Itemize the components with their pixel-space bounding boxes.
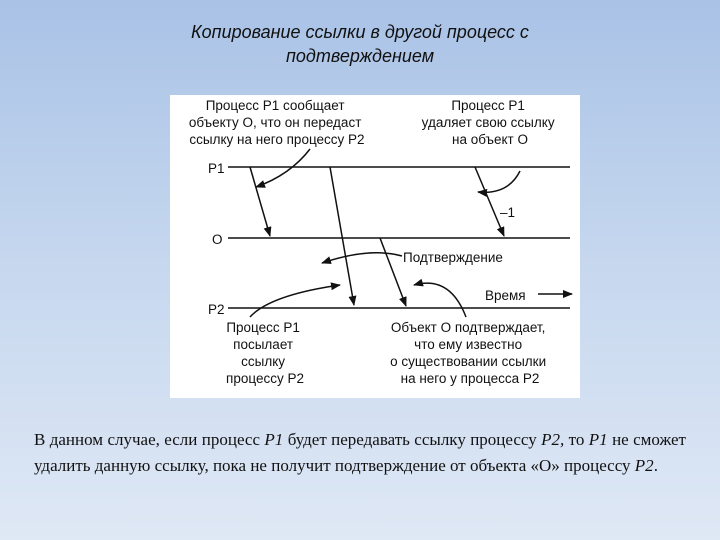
note-p1-sends: Процесс P1 посылает ссылку процессу P2 xyxy=(226,320,304,386)
reference-copy-diagram xyxy=(170,95,580,398)
body-paragraph: В данном случае, если процесс P1 будет передавать ссылку процессу P2, то P1 не сможет удалить данную ссылку, пока не получит подтверждение от объекта «О» процессу P2. xyxy=(34,430,686,475)
timeline-label-p1: P1 xyxy=(208,161,225,176)
message-p1-to-p2 xyxy=(330,167,354,305)
pointer-arrow-informs xyxy=(256,149,310,187)
note-p1-informs: Процесс P1 сообщает объекту O, что он передаст ссылку на него процессу P2 xyxy=(188,98,365,147)
slide-title-line-2: подтверждением xyxy=(285,46,435,66)
slide-title xyxy=(60,20,660,68)
timeline-label-p2: P2 xyxy=(208,302,225,317)
message-p1-to-o xyxy=(250,167,270,236)
timeline-label-o: O xyxy=(212,232,223,247)
note-o-confirms: Объект O подтверждает, что ему известно о существовании ссылки на него у процесса P2 xyxy=(390,320,547,386)
label-confirmation: Подтверждение xyxy=(403,250,503,265)
diagram-canvas xyxy=(170,95,580,398)
pointer-arrow-o-confirms xyxy=(414,283,466,317)
label-time: Время xyxy=(485,288,526,303)
pointer-arrow-sends xyxy=(250,285,340,317)
pointer-arrow-confirmation xyxy=(322,253,402,263)
message-delete-p1-to-o xyxy=(475,167,504,236)
label-minus-one: –1 xyxy=(500,205,516,220)
message-o-to-p2-confirmation xyxy=(380,238,406,306)
note-p1-deletes: Процесс P1 удаляет свою ссылку на объект O xyxy=(421,98,555,147)
slide-title-line-1: Копирование ссылки в другой процесс с xyxy=(191,22,529,42)
